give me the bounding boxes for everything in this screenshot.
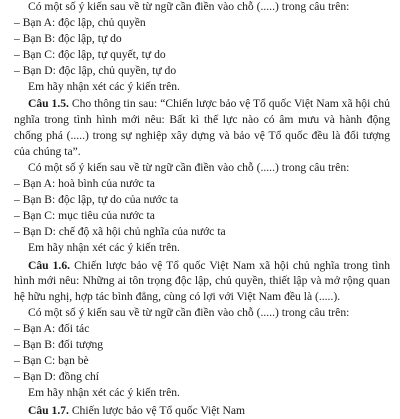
question-1-6 — [14, 258, 390, 306]
question-1-5-option-a: – Bạn A: hoà bình của nước ta — [14, 176, 155, 190]
block1-closing: Em hãy nhận xét các ý kiến trên. — [28, 79, 180, 93]
block1-option-d: – Bạn D: độc lập, chủ quyền, tự do — [14, 63, 177, 77]
question-1-6-closing: Em hãy nhận xét các ý kiến trên. — [28, 385, 180, 399]
question-1-5-label: Câu 1.5. — [28, 97, 69, 111]
question-1-5-prompt: Có một số ý kiến sau về từ ngữ cần điền vào chỗ (.....) trong câu trên: — [28, 161, 350, 175]
question-1-6-option-a: – Bạn A: đối tác — [14, 322, 90, 336]
question-1-6-option-b: – Bạn B: đối tượng — [14, 338, 104, 352]
question-1-6-option-d: – Bạn D: đồng chí — [14, 369, 100, 383]
question-1-5-option-d: – Bạn D: chế độ xã hội chủ nghĩa của nước ta — [14, 224, 226, 238]
question-1-6-option-c: – Bạn C: bạn bè — [14, 353, 89, 367]
question-1-5 — [14, 96, 390, 160]
question-1-6-label: Câu 1.6. — [28, 258, 71, 272]
block1-prompt: Có một số ý kiến sau về từ ngữ cần điền vào chỗ (.....) trong câu trên: — [28, 0, 350, 13]
block1-option-a: – Bạn A: độc lập, chủ quyền — [14, 15, 146, 29]
document-page — [14, 0, 390, 419]
question-1-7-label: Câu 1.7. — [28, 403, 69, 417]
question-1-5-option-c: – Bạn C: mục tiêu của nước ta — [14, 208, 155, 222]
block1-option-c: – Bạn C: độc lập, tự quyết, tự do — [14, 47, 166, 61]
question-1-7-text: Chiến lược bảo vệ Tổ quốc Việt Nam — [71, 403, 246, 417]
question-1-6-prompt: Có một số ý kiến sau về từ ngữ cần điền vào chỗ (.....) trong câu trên: — [28, 306, 350, 320]
block1-option-b: – Bạn B: độc lập, tự do — [14, 31, 122, 45]
question-1-5-text: Cho thông tin sau: “Chiến lược bảo vệ Tổ quốc Việt Nam xã hội chủ nghĩa trong tình hình mới nêu: Bất kì thế lực nào có âm mưu và hành động chống phá (.....) trong sự nghiệp xây dựng và bảo vệ Tổ quốc đều là đối tượng của chúng ta”. — [14, 97, 390, 159]
question-1-5-closing: Em hãy nhận xét các ý kiến trên. — [28, 240, 180, 254]
question-1-6-text: Chiến lược bảo vệ Tổ quốc Việt Nam xã hội chủ nghĩa trong tình hình mới nêu: Những ai tôn trọng độc lập, chủ quyền, thiết lập và mở rộng quan hệ hữu nghị, hợp tác bình đẳng, cùng có lợi với Việt Nam đều là (.....). — [14, 258, 390, 304]
question-1-7 — [14, 403, 390, 419]
question-1-5-option-b: – Bạn B: độc lập, tự do của nước ta — [14, 192, 179, 206]
